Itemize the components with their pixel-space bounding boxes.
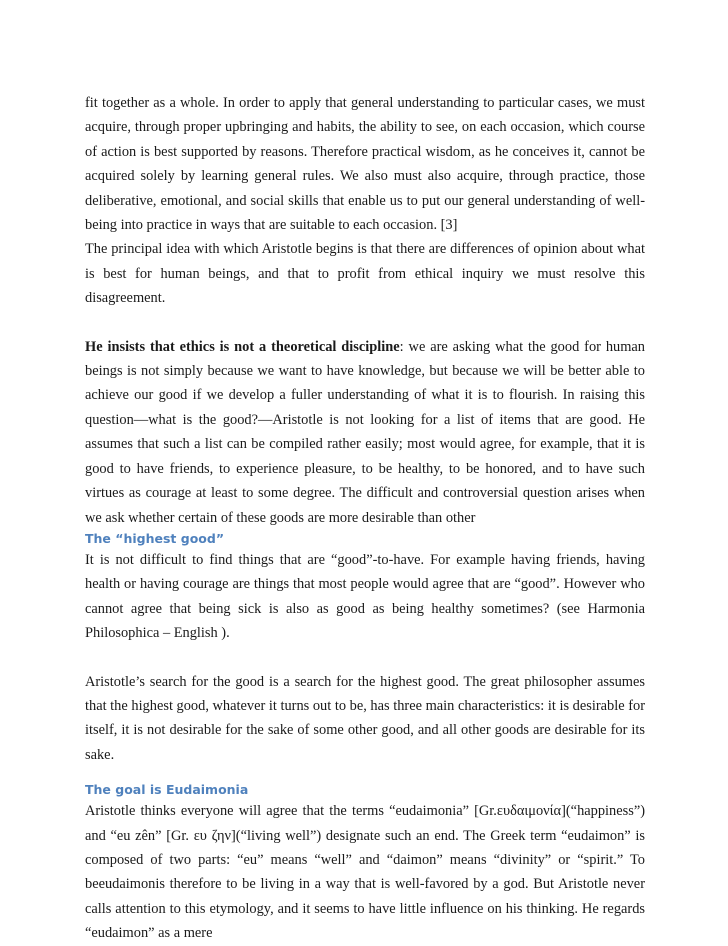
paragraph-good-to-have: It is not difficult to find things that are “good”-to-have. For example having friends, having health or having courage are things that most people would agree that are “good”. However who cannot agree that being sick is also as good as being healthy sometimes? (see Harmonia Philosophica – English ). (85, 551, 645, 642)
paragraph-gap (85, 646, 645, 670)
paragraph-text: : we are asking what the good for human beings is not simply because we want to have knowledge, but because we will be better able to achieve our good if we develop a fuller understanding of what it is to flourish. In raising this question—what is the good?—Aristotle is not looking for a list of items that are good. He assumes that such a list can be compiled rather easily; most would agree, for example, that it is good to have friends, to experience pleasure, to be healthy, to be honored, and to have such virtues as courage at least to some degree. The difficult and controversial question arises when we ask whether certain of these goods are more desirable than other (85, 338, 645, 526)
paragraph-gap (85, 311, 645, 335)
document-page (85, 91, 645, 946)
bold-phrase: He insists that ethics is not a theoretical discipline (85, 338, 400, 355)
paragraph-eudaimonia: Aristotle thinks everyone will agree that the terms “eudaimonia” [Gr.ευδαιμονία](“happiness”) and “eu zên” [Gr. ευ ζην](“living well”) designate such an end. The Greek term “eudaimon” is composed of two parts: “eu” means “well” and “daimon” means “divinity” or “spirit.” To beeudaimonis therefore to be living in a way that is well-favored by a god. But Aristotle never calls attention to this etymology, and it seems to have little influence on his thinking. He regards “eudaimon” as a mere (85, 803, 645, 942)
paragraph-ethics-discipline (85, 335, 645, 530)
paragraph-gap (85, 767, 645, 781)
heading-eudaimonia: The goal is Eudaimonia (85, 782, 249, 798)
paragraph-search-highest-good: Aristotle’s search for the good is a search for the highest good. The great philosopher assumes that the highest good, whatever it turns out to be, has three main characteristics: it is desirable for itself, it is not desirable for the sake of some other good, and all other goods are desirable for its sake. (85, 673, 645, 763)
paragraph-practical-wisdom: fit together as a whole. In order to apply that general understanding to particular cases, we must acquire, through proper upbringing and habits, the ability to see, on each occasion, which course of action is best supported by reasons. Therefore practical wisdom, as he conceives it, cannot be acquired solely by learning general rules. We also must also acquire, through practice, those deliberative, emotional, and social skills that enable us to put our general understanding of well-being into practice in ways that are suitable to each occasion. [3] (85, 95, 645, 234)
heading-highest-good: The “highest good” (85, 530, 225, 546)
paragraph-principal-idea: The principal idea with which Aristotle begins is that there are differences of opinion about what is best for human beings, and that to profit from ethical inquiry we must resolve this disagreement. (85, 241, 645, 307)
